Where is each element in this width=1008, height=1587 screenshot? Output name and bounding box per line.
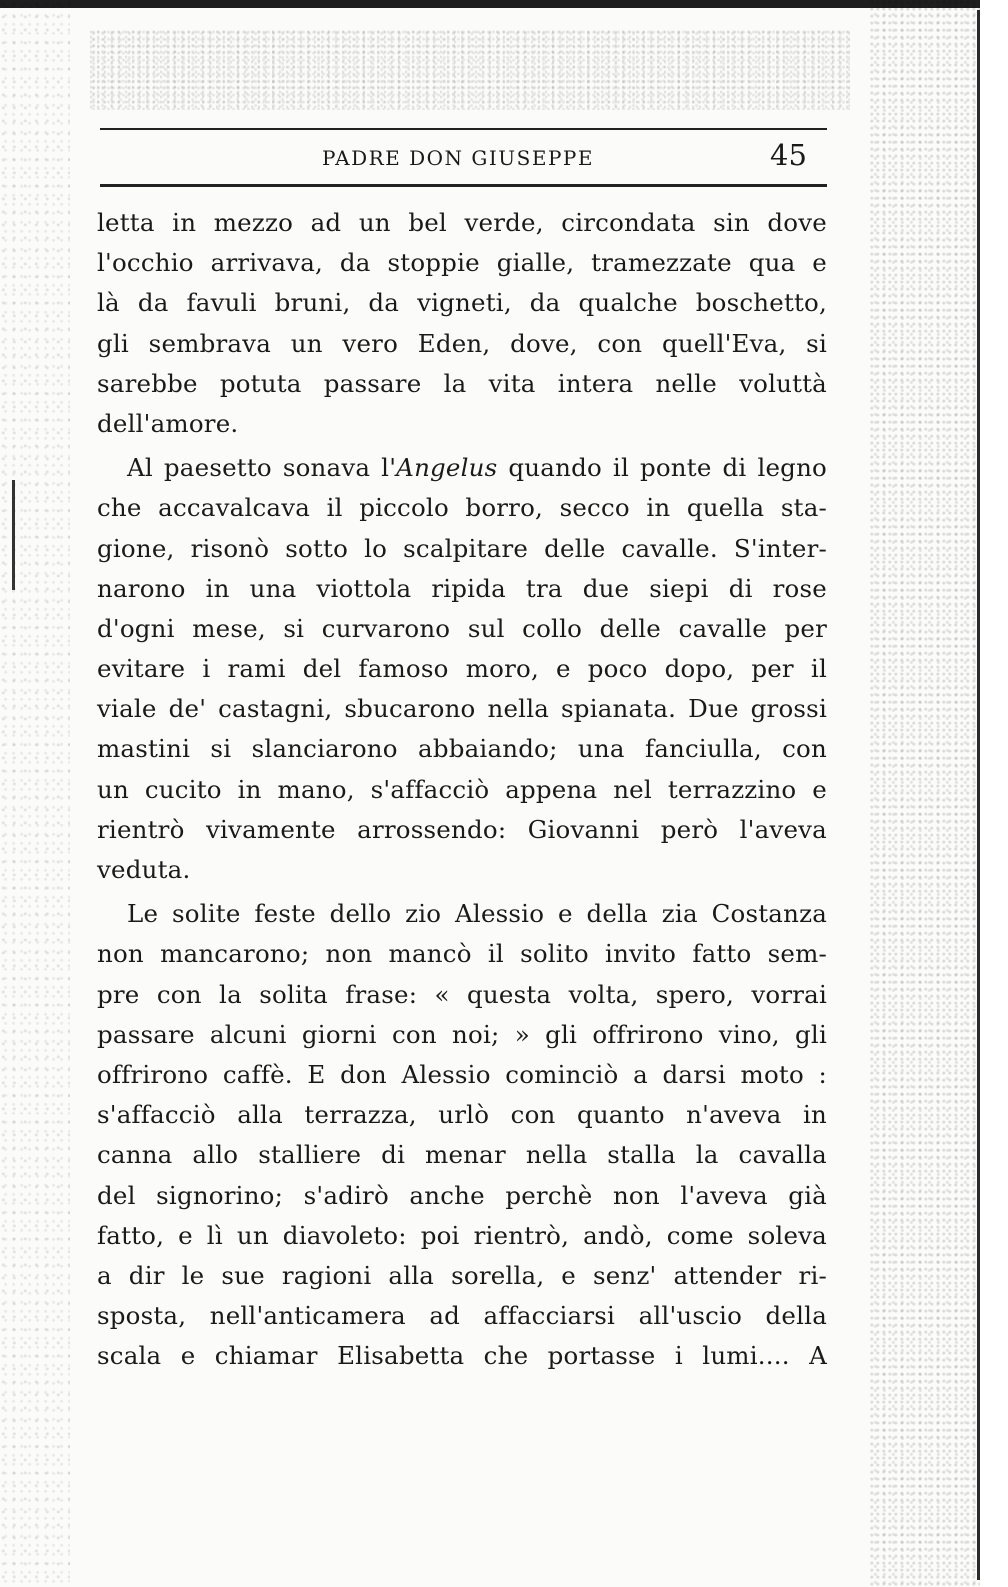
scan-top-edge [0,0,980,8]
text-line: Le solite feste dello zio Alessio e della zia Costanza [127,899,827,929]
text-line: gli sembrava un vero Eden, dove, con quell'Eva, si [97,328,827,358]
text-line: scala e chiamar Elisabetta che portasse i lumi.... A [97,1341,827,1371]
text-line: fatto, e lì un diavoleto: poi rientrò, andò, come soleva [97,1220,827,1250]
scan-noise-top [90,30,850,110]
text-line: viale de' castagni, sbucarono nella spianata. Due grossi [97,694,827,724]
body-text [97,203,827,1376]
text-line: pre con la solita frase: « questa volta, spero, vorrai [97,979,827,1009]
text-line: gione, risonò sotto lo scalpitare delle cavalle. S'inter- [97,533,827,563]
italic-word: Angelus [396,453,498,483]
scan-margin-right [980,0,1008,1587]
text-segment: Al paesetto sonava l' [127,453,397,483]
running-title: PADRE DON GIUSEPPE [322,146,594,170]
text-line: canna allo stalliere di menar nella stalla la cavalla [97,1140,827,1170]
text-line [97,448,827,488]
text-line: offrirono caffè. E don Alessio cominciò a darsi moto : [97,1059,827,1089]
text-line: là da favuli bruni, da vigneti, da qualche boschetto, [97,288,827,318]
text-line: a dir le sue ragioni alla sorella, e senz' attender ri- [97,1260,827,1290]
text-line: s'affacciò alla terrazza, urlò con quanto n'aveva in [97,1100,827,1130]
scan-scratch [12,480,15,590]
text-line: passare alcuni giorni con noi; » gli offrirono vino, gli [97,1019,827,1049]
text-line: che accavalcava il piccolo borro, secco in quella sta- [97,493,827,523]
text-line: l'occhio arrivava, da stoppie gialle, tramezzate qua e [97,248,827,278]
text-line: sarebbe potuta passare la vita intera nelle voluttà [97,368,827,398]
scan-noise-left [0,0,70,1587]
text-line: letta in mezzo ad un bel verde, circondata sin dove [97,208,827,237]
text-line: narono in una viottola ripida tra due siepi di rose [97,573,827,603]
scan-noise-right [870,0,980,1587]
text-line: evitare i rami del famoso moro, e poco dopo, per il [97,654,827,684]
text-line: mastini si slanciarono abbaiando; una fanciulla, con [97,734,827,764]
text-line: del signorino; s'adirò anche perchè non l'aveva già [97,1180,827,1210]
text-line: veduta. [97,855,191,884]
text-line: non mancarono; non mancò il solito invito fatto sem- [97,939,827,969]
text-line: rientrò vivamente arrossendo: Giovanni però l'aveva [97,814,827,844]
text-line: d'ogni mese, si curvarono sul collo delle cavalle per [97,613,827,643]
text-line: un cucito in mano, s'affacciò appena nel terrazzino e [97,774,827,804]
text-line: dell'amore. [97,408,239,438]
page-number: 45 [770,138,807,172]
text-line: sposta, nell'anticamera ad affacciarsi all'uscio della [97,1301,827,1331]
page-header [100,128,827,187]
text-segment: quando il ponte di legno [497,453,827,483]
